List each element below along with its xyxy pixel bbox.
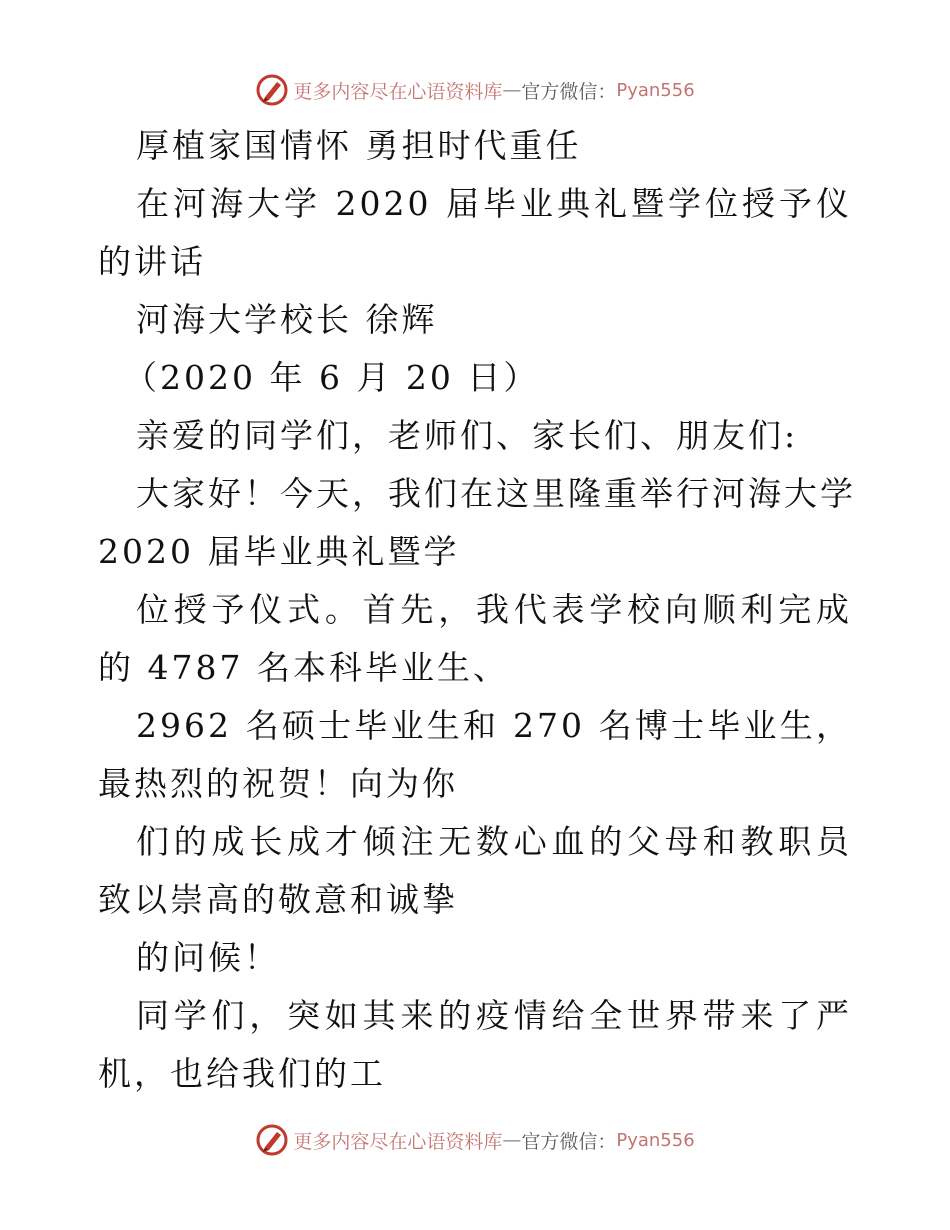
banner-dash: — bbox=[502, 79, 522, 101]
paragraph-6-line-2: 机，也给我们的工 bbox=[98, 1054, 386, 1093]
author-line: 河海大学校长 徐辉 bbox=[136, 300, 438, 339]
paragraph-3-line-2: 最热烈的祝贺！向为你 bbox=[98, 764, 458, 803]
subtitle-line-1: 在河海大学 2020 届毕业典礼暨学位授予仪 bbox=[136, 184, 852, 223]
document-title: 厚植家国情怀 勇担时代重任 bbox=[136, 126, 582, 165]
banner-text: 更多内容尽在心语资料库 bbox=[293, 80, 503, 103]
paragraph-2-line-1: 位授予仪式。首先，我代表学校向顺利完成 bbox=[136, 590, 852, 629]
greeting-line: 亲爱的同学们，老师们、家长们、朋友们: bbox=[136, 416, 799, 455]
banner-wechat-label: 官方微信： bbox=[521, 80, 617, 103]
banner-text: 更多内容尽在心语资料库 bbox=[293, 1130, 503, 1153]
date-line: （2020 年 6 月 20 日） bbox=[124, 358, 540, 397]
subtitle-line-2: 的讲话 bbox=[98, 242, 206, 281]
paragraph-4-line-1: 们的成长成才倾注无数心血的父母和教职员 bbox=[136, 822, 852, 861]
banner-dash: — bbox=[502, 1129, 522, 1151]
footer-watermark-banner bbox=[0, 1120, 950, 1160]
paragraph-3-line-1: 2962 名硕士毕业生和 270 名博士毕业生， bbox=[136, 706, 852, 745]
paragraph-5-line-1: 的问候！ bbox=[136, 938, 280, 977]
banner-wechat-label: 官方微信： bbox=[521, 1130, 617, 1153]
paragraph-1-line-1: 大家好！今天，我们在这里隆重举行河海大学 bbox=[136, 474, 856, 513]
paragraph-1-line-2: 2020 届毕业典礼暨学 bbox=[98, 532, 460, 571]
paragraph-6-line-1: 同学们，突如其来的疫情给全世界带来了严 bbox=[136, 996, 852, 1035]
paragraph-4-line-2: 致以崇高的敬意和诚挚 bbox=[98, 880, 458, 919]
banner-wechat-id: Pyan556 bbox=[616, 79, 695, 101]
pen-logo-icon bbox=[255, 1123, 289, 1157]
banner-wechat-id: Pyan556 bbox=[616, 1129, 695, 1151]
paragraph-2-line-2: 的 4787 名本科毕业生、 bbox=[98, 648, 509, 687]
